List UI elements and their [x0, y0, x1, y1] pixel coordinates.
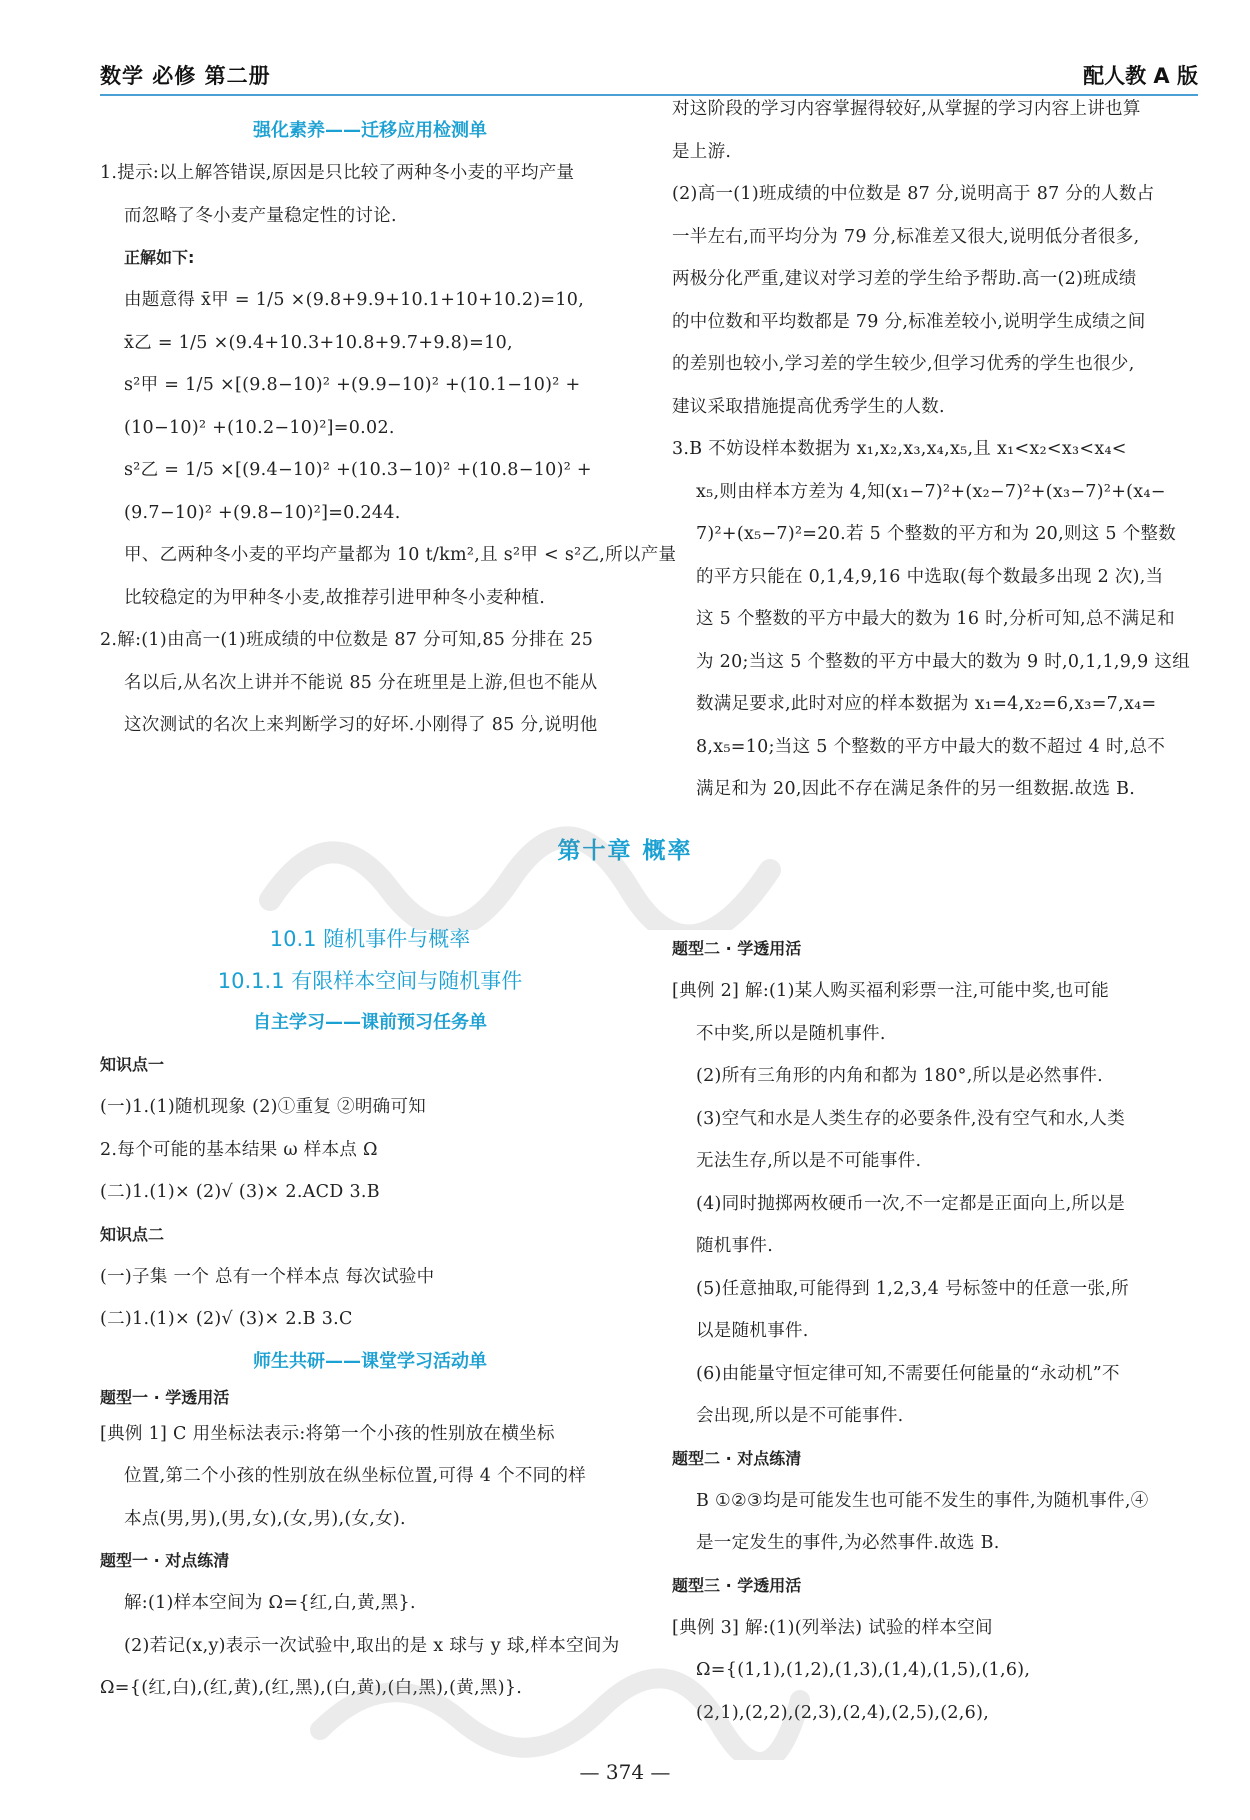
text-line: 不中奖,所以是随机事件.	[696, 1023, 886, 1044]
text-line: x₅,则由样本方差为 4,知(x₁−7)²+(x₂−7)²+(x₃−7)²+(x₄−	[696, 481, 1166, 502]
type-1-practice-label: 题型一 · 对点练清	[100, 1551, 230, 1570]
type-2-label: 题型二 · 学透用活	[672, 939, 802, 958]
text-line: (6)由能量守恒定律可知,不需要任何能量的“永动机”不	[696, 1363, 1120, 1384]
text-line: 无法生存,所以是不可能事件.	[696, 1151, 922, 1171]
text-line: 会出现,所以是不可能事件.	[696, 1406, 904, 1426]
lower-right-column	[672, 928, 1200, 1734]
text-line: 的中位数和平均数都是 79 分,标准差较小,说明学生成绩之间	[672, 311, 1146, 332]
self-study-title: 自主学习——课前预习任务单	[253, 1012, 487, 1033]
header-edition: 配人教 A 版	[1083, 64, 1198, 88]
text-line: 对这阶段的学习内容掌握得较好,从掌握的学习内容上讲也算	[672, 99, 1141, 119]
text-line: (二)1.(1)× (2)√ (3)× 2.ACD 3.B	[100, 1182, 380, 1202]
section-heading: 10.1 随机事件与概率	[269, 927, 471, 951]
text-line: (9.7−10)² +(9.8−10)²]=0.244.	[124, 502, 401, 523]
text-line: 位置,第二个小孩的性别放在纵坐标位置,可得 4 个不同的样	[124, 1466, 587, 1486]
watermark-graphic	[250, 790, 810, 930]
text-line: 数满足要求,此时对应的样本数据为 x₁=4,x₂=6,x₃=7,x₄=	[696, 694, 1157, 714]
text-line: 是上游.	[672, 141, 732, 162]
label-correct-solution: 正解如下:	[124, 248, 195, 267]
text-line: Ω={(红,白),(红,黄),(红,黑),(白,黄),(白,黑),(黄,黑)}.	[100, 1678, 523, 1698]
text-line: 3.B 不妨设样本数据为 x₁,x₂,x₃,x₄,x₅,且 x₁<x₂<x₃<x₄<	[672, 439, 1127, 459]
text-line: s²甲 = 1/5 ×[(9.8−10)² +(9.9−10)² +(10.1−10)² +	[124, 375, 581, 395]
text-line: 这 5 个整数的平方中最大的数为 16 时,分析可知,总不满足和	[696, 609, 1175, 629]
cooperative-study-title: 师生共研——课堂学习活动单	[253, 1350, 487, 1372]
text-line: 是一定发生的事件,为必然事件.故选 B.	[696, 1533, 1000, 1553]
page-number: — 374 —	[579, 1760, 671, 1784]
text-line: [典例 3] 解:(1)(列举法) 试验的样本空间	[672, 1617, 993, 1638]
subsection-heading: 10.1.1 有限样本空间与随机事件	[217, 969, 523, 993]
text-line: 而忽略了冬小麦产量稳定性的讨论.	[124, 205, 397, 226]
text-line: 名以后,从名次上讲并不能说 85 分在班里是上游,但也不能从	[124, 672, 598, 693]
text-line: [典例 2] 解:(1)某人购买福利彩票一注,可能中奖,也可能	[672, 981, 1110, 1001]
text-line: (2)高一(1)班成绩的中位数是 87 分,说明高于 87 分的人数占	[672, 184, 1155, 204]
text-line: (2,1),(2,2),(2,3),(2,4),(2,5),(2,6),	[696, 1702, 990, 1723]
watermark-graphic	[300, 1650, 820, 1760]
text-line: 的平方只能在 0,1,4,9,16 中选取(每个数最多出现 2 次),当	[696, 566, 1164, 587]
text-line: Ω={(1,1),(1,2),(1,3),(1,4),(1,5),(1,6),	[696, 1660, 1031, 1680]
text-line: 建议采取措施提高优秀学生的人数.	[672, 396, 945, 417]
text-line: 2.每个可能的基本结果 ω 样本点 Ω	[100, 1139, 378, 1160]
text-line: 为 20;当这 5 个整数的平方中最大的数为 9 时,0,1,1,9,9 这组	[696, 651, 1190, 672]
text-line: 两极分化严重,建议对学习差的学生给予帮助.高一(2)班成绩	[672, 269, 1137, 289]
text-line: (3)空气和水是人类生存的必要条件,没有空气和水,人类	[696, 1108, 1126, 1129]
text-line: 的差别也较小,学习差的学生较少,但学习优秀的学生也很少,	[672, 354, 1135, 374]
text-line: (一)子集 一个 总有一个样本点 每次试验中	[100, 1266, 435, 1287]
text-line: 8,x₅=10;当这 5 个整数的平方中最大的数不超过 4 时,总不	[696, 736, 1166, 757]
type-3-label: 题型三 · 学透用活	[672, 1575, 802, 1595]
section-title-apply: 强化素养——迁移应用检测单	[253, 120, 487, 141]
text-line: (2)所有三角形的内角和都为 180°,所以是必然事件.	[696, 1066, 1104, 1086]
text-line: 这次测试的名次上来判断学习的好坏.小刚得了 85 分,说明他	[124, 715, 598, 735]
text-line: 本点(男,男),(男,女),(女,男),(女,女).	[124, 1508, 406, 1529]
header-book-title: 数学 必修 第二册	[100, 64, 271, 88]
text-line: B ①②③均是可能发生也可能不发生的事件,为随机事件,④	[696, 1490, 1149, 1511]
upper-left-column	[100, 110, 677, 747]
text-line: s²乙 = 1/5 ×[(9.4−10)² +(10.3−10)² +(10.8−10)² +	[124, 460, 592, 480]
text-line: (二)1.(1)× (2)√ (3)× 2.B 3.C	[100, 1309, 353, 1329]
text-line: 解:(1)样本空间为 Ω={红,白,黄,黑}.	[124, 1593, 416, 1613]
text-line: 甲、乙两种冬小麦的平均产量都为 10 t/km²,且 s²甲 < s²乙,所以产量	[124, 545, 677, 565]
text-line: 一半左右,而平均分为 79 分,标准差又很大,说明低分者很多,	[672, 226, 1140, 247]
text-line: x̄乙 = 1/5 ×(9.4+10.3+10.8+9.7+9.8)=10,	[124, 332, 513, 353]
text-line: 2.解:(1)由高一(1)班成绩的中位数是 87 分可知,85 分排在 25	[100, 630, 594, 650]
type-2-practice-label: 题型二 · 对点练清	[672, 1448, 802, 1468]
knowledge-point-1-label: 知识点一	[100, 1055, 165, 1074]
knowledge-point-2-label: 知识点二	[100, 1224, 165, 1244]
text-line: 满足和为 20,因此不存在满足条件的另一组数据.故选 B.	[696, 779, 1136, 799]
text-line: (5)任意抽取,可能得到 1,2,3,4 号标签中的任意一张,所	[696, 1278, 1129, 1299]
text-line: [典例 1] C 用坐标法表示:将第一个小孩的性别放在横坐标	[100, 1423, 555, 1444]
lower-left-column	[100, 918, 640, 1710]
text-line: 随机事件.	[696, 1236, 774, 1256]
type-1-label: 题型一 · 学透用活	[100, 1387, 230, 1407]
text-line: (一)1.(1)随机现象 (2)①重复 ②明确可知	[100, 1097, 427, 1117]
text-line: 以是随机事件.	[696, 1321, 809, 1341]
text-line: 比较稳定的为甲种冬小麦,故推荐引进甲种冬小麦种植.	[124, 587, 546, 608]
text-line: (10−10)² +(10.2−10)²]=0.02.	[124, 417, 395, 438]
text-line: (4)同时抛掷两枚硬币一次,不一定都是正面向上,所以是	[696, 1193, 1126, 1214]
text-line: 7)²+(x₅−7)²=20.若 5 个整数的平方和为 20,则这 5 个整数	[696, 524, 1177, 544]
text-line: (2)若记(x,y)表示一次试验中,取出的是 x 球与 y 球,样本空间为	[124, 1635, 620, 1656]
upper-right-column	[672, 88, 1200, 811]
chapter-title: 第十章 概率	[557, 838, 693, 864]
text-line: 1.提示:以上解答错误,原因是只比较了两种冬小麦的平均产量	[100, 163, 575, 183]
text-line: 由题意得 x̄甲 = 1/5 ×(9.8+9.9+10.1+10+10.2)=10,	[124, 290, 585, 310]
